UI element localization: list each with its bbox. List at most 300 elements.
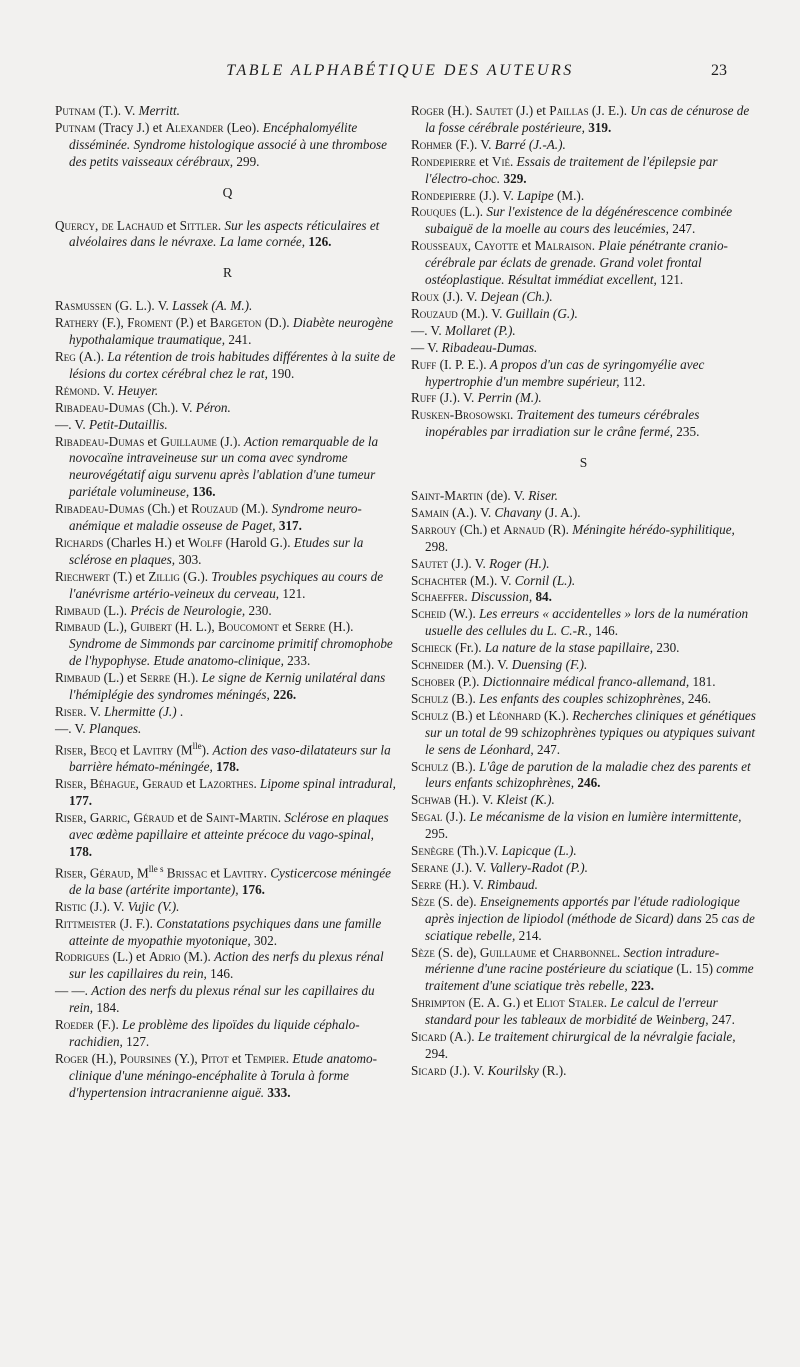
entry-text: Serane xyxy=(411,859,449,875)
entry-text: Riser. xyxy=(528,488,558,504)
entry-text: Heuyer. xyxy=(117,382,159,398)
index-entry xyxy=(55,349,400,383)
entry-text: Roger xyxy=(411,103,445,118)
entry-text: (A.). xyxy=(75,348,108,364)
entry-text: Action des nerfs du plexus rénal sur les capillaires du rein, xyxy=(69,949,384,982)
entry-text: Lassek (A. M.). xyxy=(172,298,253,314)
entry-text: Boucomont xyxy=(217,619,279,635)
entry-text: Enseignements apportés par l'étude radiologique après injection de lipiodol (méthode de Sicard) dans xyxy=(425,893,740,926)
entry-text: et xyxy=(144,433,161,449)
index-entry xyxy=(55,218,400,252)
index-entry xyxy=(55,417,400,434)
entry-text: 233. xyxy=(283,653,311,669)
entry-text: Rondepierre xyxy=(411,187,476,203)
entry-text: Segal xyxy=(411,809,443,825)
entry-text: Roeder xyxy=(55,1017,94,1033)
index-entry xyxy=(411,894,756,945)
entry-text: Le mécanisme de la vision en lumière intermittente, xyxy=(469,809,742,825)
index-entry xyxy=(411,137,756,154)
index-entry xyxy=(55,670,400,704)
entry-text: lle xyxy=(192,740,202,751)
entry-text: 214. xyxy=(515,927,542,943)
entry-text: Dejean (Ch.). xyxy=(480,288,553,304)
entry-text: 84. xyxy=(535,589,552,605)
index-entry xyxy=(411,154,756,188)
entry-text: Péron. xyxy=(195,399,231,415)
entry-text: Un cas de cénurose de la fosse cérébrale postérieure, xyxy=(425,103,750,135)
entry-text: Syndrome neuro-anémique et maladie osseuse de Paget, xyxy=(69,501,362,534)
entry-text: (J.). V. xyxy=(447,555,490,571)
entry-text: Rohmer xyxy=(411,136,453,152)
entry-text: Lavitry xyxy=(132,742,174,758)
entry-text: Roger (H.). xyxy=(489,555,550,571)
entry-text: Riechwert xyxy=(55,568,110,584)
entry-text: et xyxy=(207,864,224,880)
entry-text: Riser, Becq xyxy=(55,742,117,758)
entry-text: Rimbaud. xyxy=(487,876,538,892)
entry-text: 299. xyxy=(233,153,260,169)
entry-text: Serre xyxy=(411,876,442,892)
index-entry xyxy=(411,589,756,606)
entry-text: 295. xyxy=(425,826,449,842)
entry-text: 181. xyxy=(689,674,716,689)
entry-text: Schwab xyxy=(411,792,451,808)
index-entry xyxy=(411,674,756,691)
entry-text: (H.). xyxy=(170,670,202,686)
entry-text: (J.). xyxy=(216,433,244,449)
index-entry xyxy=(411,505,756,522)
entry-text: 294. xyxy=(425,1045,449,1061)
entry-text: Le signe de Kernig unilatéral dans l'hémiplégie des syndromes méningés, xyxy=(69,670,386,703)
entry-text: (T.). V. xyxy=(95,103,139,118)
entry-text: Planques. xyxy=(88,720,142,736)
entry-text: Discussion, xyxy=(470,589,533,605)
entry-text: (H.), xyxy=(88,1050,120,1066)
entry-text: (M.). V. xyxy=(463,657,512,673)
entry-text: Rittmeister xyxy=(55,915,117,931)
entry-text: (L. 15) xyxy=(673,961,717,977)
entry-text: Pitot xyxy=(200,1050,229,1066)
index-entry xyxy=(55,899,400,916)
index-entry xyxy=(411,945,756,996)
entry-text: Sicard xyxy=(411,1062,447,1078)
entry-text: Rathery xyxy=(55,315,99,331)
entry-text: Schulz xyxy=(411,707,449,723)
entry-text: Charbonnel. xyxy=(552,944,621,960)
index-entry xyxy=(411,843,756,860)
index-entry xyxy=(411,238,756,289)
entry-text: Roger xyxy=(55,1050,89,1066)
entry-text: Lapipe xyxy=(517,187,554,203)
index-entry xyxy=(55,738,400,776)
index-entry xyxy=(55,103,400,120)
entry-text: (Th.).V. xyxy=(453,843,502,859)
entry-text: 319. xyxy=(588,119,612,135)
entry-text: Rouques xyxy=(411,204,457,220)
entry-text: 247. xyxy=(533,741,561,757)
entry-text: 246. xyxy=(577,775,601,791)
entry-text: (B.). xyxy=(448,758,480,774)
entry-text: Putnam xyxy=(55,119,96,135)
entry-text: Lhermitte (J.) xyxy=(104,704,177,719)
entry-text: Section intradure-mérienne d'une racine postérieure du sciatique xyxy=(425,944,720,977)
entry-text: Perrin (M.). xyxy=(477,390,542,406)
entry-text: 177. xyxy=(69,792,93,808)
entry-text: Sur les aspects réticulaires et alvéolaires dans le névraxe. La lame cornée, xyxy=(69,217,380,250)
index-entry xyxy=(411,792,756,809)
entry-text: (H.). xyxy=(444,103,476,118)
index-entry xyxy=(55,400,400,417)
index-entry xyxy=(411,1063,756,1080)
entry-text: Shrimpton xyxy=(411,995,466,1011)
entry-text: (A.). V. xyxy=(448,504,495,520)
entry-text: 127. xyxy=(122,1034,150,1049)
entry-text: 235. xyxy=(672,424,700,440)
entry-text: et xyxy=(182,776,199,792)
entry-text: Adrio xyxy=(148,949,181,965)
header-title: TABLE ALPHABÉTIQUE DES AUTEURS xyxy=(226,62,574,79)
entry-text: 303. xyxy=(175,551,202,567)
entry-text: Vié. xyxy=(491,153,514,169)
entry-text: (Ch.) et xyxy=(144,501,192,517)
entry-text: Schober xyxy=(411,674,455,689)
entry-text: Encéphalomyélite disséminée. Syndrome histologique associé à une thrombose des petits vaisseaux cérébraux, xyxy=(69,119,388,169)
entry-text: (B.) et xyxy=(448,707,489,723)
entry-text: 302. xyxy=(250,932,278,948)
entry-text: (A.). xyxy=(446,1029,478,1045)
entry-text: 178. xyxy=(216,759,240,775)
entry-text: Saint-Martin. xyxy=(205,809,282,825)
entry-text: Vallery-Radot (P.). xyxy=(489,859,588,875)
entry-text: Rimbaud xyxy=(55,670,101,686)
entry-text: (I. P. E.). xyxy=(436,356,490,372)
right-column xyxy=(411,103,756,1080)
entry-text: (J. F.). xyxy=(116,915,157,931)
entry-text: 112. xyxy=(619,373,646,389)
entry-text: Ruff xyxy=(411,390,437,406)
index-entry xyxy=(55,983,400,1017)
entry-text: Lipome spinal intradural, xyxy=(260,776,396,792)
entry-text: Léonhard xyxy=(488,707,541,723)
entry-text: (J.). V. xyxy=(448,859,490,875)
entry-text: Rousseaux, Cayotte xyxy=(411,238,519,254)
entry-text: (de). V. xyxy=(482,488,529,504)
entry-text: (D.). xyxy=(261,315,293,331)
entry-text: (J.). V. xyxy=(446,1062,488,1078)
entry-text: Putnam xyxy=(55,103,96,118)
entry-text: Sautet xyxy=(475,103,513,118)
entry-text: (L.). xyxy=(100,602,131,618)
entry-text: Sur l'existence de la dégénérescence combinée subaiguë de la moelle au cours des leucémies, xyxy=(425,204,733,237)
entry-text: V. xyxy=(100,382,118,398)
entry-text: La nature de la stase papillaire, xyxy=(484,640,654,656)
entry-text: (F.), xyxy=(98,315,128,331)
entry-text: (J.). V. xyxy=(439,288,481,304)
entry-text: Malraison. xyxy=(534,238,596,254)
index-entry xyxy=(411,407,756,441)
entry-text: Plaie pénétrante cranio-cérébrale par éclats de grenade. Grand volet frontal ostéoplastique. Résultat immédiat excellent, xyxy=(425,238,728,288)
entry-text: (Tracy J.) et xyxy=(95,119,166,135)
entry-text: Senègre xyxy=(411,843,454,859)
entry-text: Petit-Dutaillis. xyxy=(88,416,168,432)
entry-text: Le problème des lipoïdes du liquide céphalo-rachidien, xyxy=(69,1017,360,1049)
entry-text: (K.). xyxy=(540,707,573,723)
entry-text: Wolff xyxy=(187,534,223,550)
index-entry xyxy=(411,340,756,357)
entry-text: Rasmussen xyxy=(55,298,112,314)
entry-text: Guillaume xyxy=(479,944,537,960)
entry-text: A propos d'un cas de syringomyélie avec hypertrophie d'un membre supérieur, xyxy=(425,356,705,389)
entry-text: (J.). V. xyxy=(86,898,128,914)
index-entry xyxy=(55,1051,400,1102)
index-entry xyxy=(55,603,400,620)
entry-text: Cysticercose méningée de la base (artérite importante), xyxy=(69,864,391,897)
entry-text: Guillaume xyxy=(160,433,217,449)
index-entry xyxy=(55,535,400,569)
entry-text: 226. xyxy=(273,687,297,703)
index-entry xyxy=(411,657,756,674)
index-entry xyxy=(411,306,756,323)
entry-text: Scheid xyxy=(411,606,446,622)
index-entry xyxy=(411,522,756,556)
entry-text: Troubles psychiques au cours de l'anévrisme artério-veineux du cerveau, xyxy=(69,568,384,601)
entry-text: Froment xyxy=(127,315,173,331)
entry-text: (H. L.), xyxy=(171,619,218,635)
entry-text: (P.). xyxy=(454,674,483,689)
entry-text: —. V. xyxy=(55,416,89,432)
entry-text: Le traitement chirurgical de la névralgie faciale, xyxy=(477,1029,736,1045)
index-entry xyxy=(55,120,400,171)
index-entry xyxy=(411,691,756,708)
entry-text: Brissac xyxy=(166,864,208,880)
entry-text: Chavany xyxy=(494,504,542,520)
entry-text: Le calcul de l'erreur standard pour les tableaux de morbidité de Weinberg, xyxy=(425,995,718,1028)
entry-text: cas de sciatique rebelle, xyxy=(425,910,755,943)
index-entry xyxy=(411,573,756,590)
entry-text: (G. L.). V. xyxy=(111,298,173,314)
entry-text: et xyxy=(278,619,295,635)
entry-text: (R). xyxy=(544,521,573,537)
index-entry xyxy=(411,606,756,640)
entry-text: (J.). xyxy=(442,809,470,825)
entry-text: (Y.), xyxy=(171,1050,201,1066)
entry-text: (L.) et xyxy=(100,670,140,686)
entry-text: Merritt. xyxy=(138,103,180,118)
entry-text: Reg xyxy=(55,348,76,364)
entry-text: Richards xyxy=(55,534,104,550)
entry-text: et xyxy=(163,217,180,233)
entry-text: Rémond. xyxy=(55,382,101,398)
entry-text: Quercy, de Lachaud xyxy=(55,217,164,233)
entry-text: 178. xyxy=(69,843,93,859)
index-entry xyxy=(55,315,400,349)
entry-text: 121. xyxy=(656,272,684,288)
entry-text: Zillig xyxy=(148,568,180,584)
index-entry xyxy=(55,298,400,315)
entry-text: (H.). V. xyxy=(450,792,497,808)
entry-text: Rondepierre xyxy=(411,153,476,169)
entry-text: Roux xyxy=(411,288,440,304)
entry-text: (F.). V. xyxy=(452,136,495,152)
entry-text: Serre xyxy=(294,619,326,635)
entry-text: 190. xyxy=(267,365,295,381)
entry-text: Mollaret (P.). xyxy=(444,322,516,338)
entry-text: (M.). xyxy=(237,501,272,517)
entry-text: Rouzaud xyxy=(191,501,238,517)
entry-text: Ribadeau-Dumas. xyxy=(441,339,538,355)
entry-text: Rouzaud xyxy=(411,305,458,321)
entry-text: (J. E.). xyxy=(588,103,631,118)
index-entry xyxy=(411,390,756,407)
entry-text: Action des nerfs du plexus rénal sur les capillaires du rein, xyxy=(69,983,375,1016)
index-entry xyxy=(55,383,400,400)
entry-text: (Leo). xyxy=(223,119,263,135)
index-entry xyxy=(411,809,756,843)
entry-text: (M.). xyxy=(180,949,215,965)
entry-text: 230. xyxy=(653,640,680,656)
entry-text: Cornil (L.). xyxy=(514,572,576,588)
entry-text: — —. xyxy=(55,983,92,999)
entry-text: et xyxy=(518,238,535,254)
entry-text: Schaeffer. xyxy=(411,589,468,605)
entry-text: Bargeton xyxy=(209,315,262,331)
entry-text: (Ch.). V. xyxy=(144,399,196,415)
entry-text: Diabète neurogène hypothalamique traumatique, xyxy=(69,315,394,348)
entry-text: (M.). xyxy=(553,187,585,203)
index-entry xyxy=(55,776,400,810)
entry-text: Vujic (V.). xyxy=(127,898,180,914)
entry-text: et xyxy=(536,944,553,960)
index-entry xyxy=(411,289,756,306)
entry-text: Rodrigues xyxy=(55,949,110,965)
entry-text: Les erreurs « accidentelles » lors de la numération usuelle des cellules du L. C.-R., xyxy=(425,606,749,639)
entry-text: 333. xyxy=(267,1084,291,1100)
entry-text: Lapicque (L.). xyxy=(501,843,577,859)
entry-text: Guillain (G.). xyxy=(505,305,578,321)
page-number: 23 xyxy=(711,62,727,79)
entry-text: Ruff xyxy=(411,356,437,372)
index-entry xyxy=(411,877,756,894)
entry-text: Kleist (K.). xyxy=(496,792,555,808)
entry-text: et xyxy=(475,153,492,169)
entry-text: Ribadeau-Dumas xyxy=(55,433,145,449)
entry-text: Serre xyxy=(139,670,171,686)
entry-text: Lazorthes. xyxy=(198,776,257,792)
entry-text: Rimbaud xyxy=(55,619,101,635)
entry-text: et xyxy=(228,1050,245,1066)
entry-text: —. V. xyxy=(411,322,445,338)
entry-text: (M xyxy=(173,742,193,758)
entry-text: Schulz xyxy=(411,690,449,706)
entry-text: Riser, Béhague, Geraud xyxy=(55,776,183,792)
entry-text: schizophrènes typiques ou atypiques suivant le sens de Léonhard, xyxy=(425,724,756,757)
entry-text: 126. xyxy=(308,234,332,250)
entry-text: Lavitry. xyxy=(223,864,267,880)
entry-text: (B.). xyxy=(448,690,480,706)
index-entry xyxy=(411,640,756,657)
entry-text: Etudes sur la sclérose en plaques, xyxy=(69,534,364,567)
entry-text: M xyxy=(133,864,149,880)
entry-text: Arnaud xyxy=(503,521,545,537)
entry-text: Poursines xyxy=(119,1050,172,1066)
left-column xyxy=(55,103,400,1102)
entry-text: Action remarquable de la novocaïne intraveineuse sur un coma avec syndrome neurovégétatif aigu survenu après l'ablation d'une tumeur pariétale volumineuse, xyxy=(69,433,379,500)
index-entry xyxy=(411,556,756,573)
entry-text: 25 xyxy=(701,910,722,926)
index-entry xyxy=(55,501,400,535)
entry-text: Action des vaso-dilatateurs sur la barrière hémato-méningée, xyxy=(69,742,391,775)
entry-text: 146. xyxy=(206,966,234,982)
index-entry xyxy=(411,188,756,205)
entry-text: Sclérose en plaques avec œdème papillaire et atteinte précoce du vago-spinal, xyxy=(69,809,389,842)
entry-text: Schneider xyxy=(411,657,464,673)
section-letter: S xyxy=(579,455,588,471)
index-entry xyxy=(55,949,400,983)
entry-text: 121. xyxy=(279,585,306,601)
entry-text: Méningite hérédo-syphilitique, xyxy=(572,521,735,537)
entry-text: Dictionnaire médical franco-allemand, xyxy=(482,674,690,689)
entry-text: (S. de). xyxy=(434,893,480,909)
index-entry xyxy=(55,569,400,603)
index-entry xyxy=(411,995,756,1029)
entry-text: lle s xyxy=(148,863,164,874)
entry-text: Sèze xyxy=(411,944,435,960)
section-letter: R xyxy=(222,265,232,281)
index-entry xyxy=(55,1017,400,1051)
entry-text: Samain xyxy=(411,504,449,520)
entry-text: Duensing (F.). xyxy=(511,657,588,673)
index-entry xyxy=(55,619,400,670)
entry-text: (T.) et xyxy=(109,568,149,584)
entry-text: Etude anatomo-clinique d'une méningo-encéphalite à Torula à forme d'hypertension intracranienne aiguë. xyxy=(69,1050,377,1100)
index-entry xyxy=(411,860,756,877)
entry-text: . xyxy=(176,704,184,719)
index-entry xyxy=(55,721,400,738)
entry-text: Ristic xyxy=(55,898,87,914)
index-entry xyxy=(411,488,756,505)
index-entry xyxy=(411,759,756,793)
entry-text: (L.). xyxy=(456,204,487,220)
entry-text: La rétention de trois habitudes différentes à la suite de lésions du cortex cérébral chez le rat, xyxy=(69,348,396,381)
index-entry xyxy=(411,357,756,391)
index-entry xyxy=(55,434,400,502)
entry-text: L'âge de parution de la maladie chez des parents et leurs enfants schizophrènes, xyxy=(425,758,751,791)
entry-text: 184. xyxy=(93,1000,120,1016)
entry-text: (R.). xyxy=(538,1062,567,1078)
entry-text: Sittler. xyxy=(179,217,222,233)
entry-text: Schieck xyxy=(411,640,452,656)
entry-text: ). xyxy=(201,742,213,758)
entry-text: comme traitement d'une sciatique très rebelle, xyxy=(425,961,754,994)
entry-text: (J. A.). xyxy=(541,504,581,520)
entry-text: 298. xyxy=(425,538,449,554)
entry-text: (J.) et xyxy=(512,103,550,118)
entry-text: Sicard xyxy=(411,1029,447,1045)
entry-text: (J.). V. xyxy=(436,390,478,406)
entry-text: Ribadeau-Dumas xyxy=(55,399,145,415)
entry-text: Alexander xyxy=(165,119,224,135)
index-entry xyxy=(411,103,756,137)
entry-text: V. xyxy=(86,704,105,719)
entry-text: Riser, Géraud, xyxy=(55,864,134,880)
index-entry xyxy=(411,323,756,340)
entry-text: (G.). xyxy=(179,568,212,584)
index-entry xyxy=(55,916,400,950)
entry-text: Riser. xyxy=(55,704,87,719)
entry-text: (Ch.) et xyxy=(456,521,504,537)
entry-text: Paillas xyxy=(549,103,589,118)
entry-text: (Fr.). xyxy=(451,640,485,656)
